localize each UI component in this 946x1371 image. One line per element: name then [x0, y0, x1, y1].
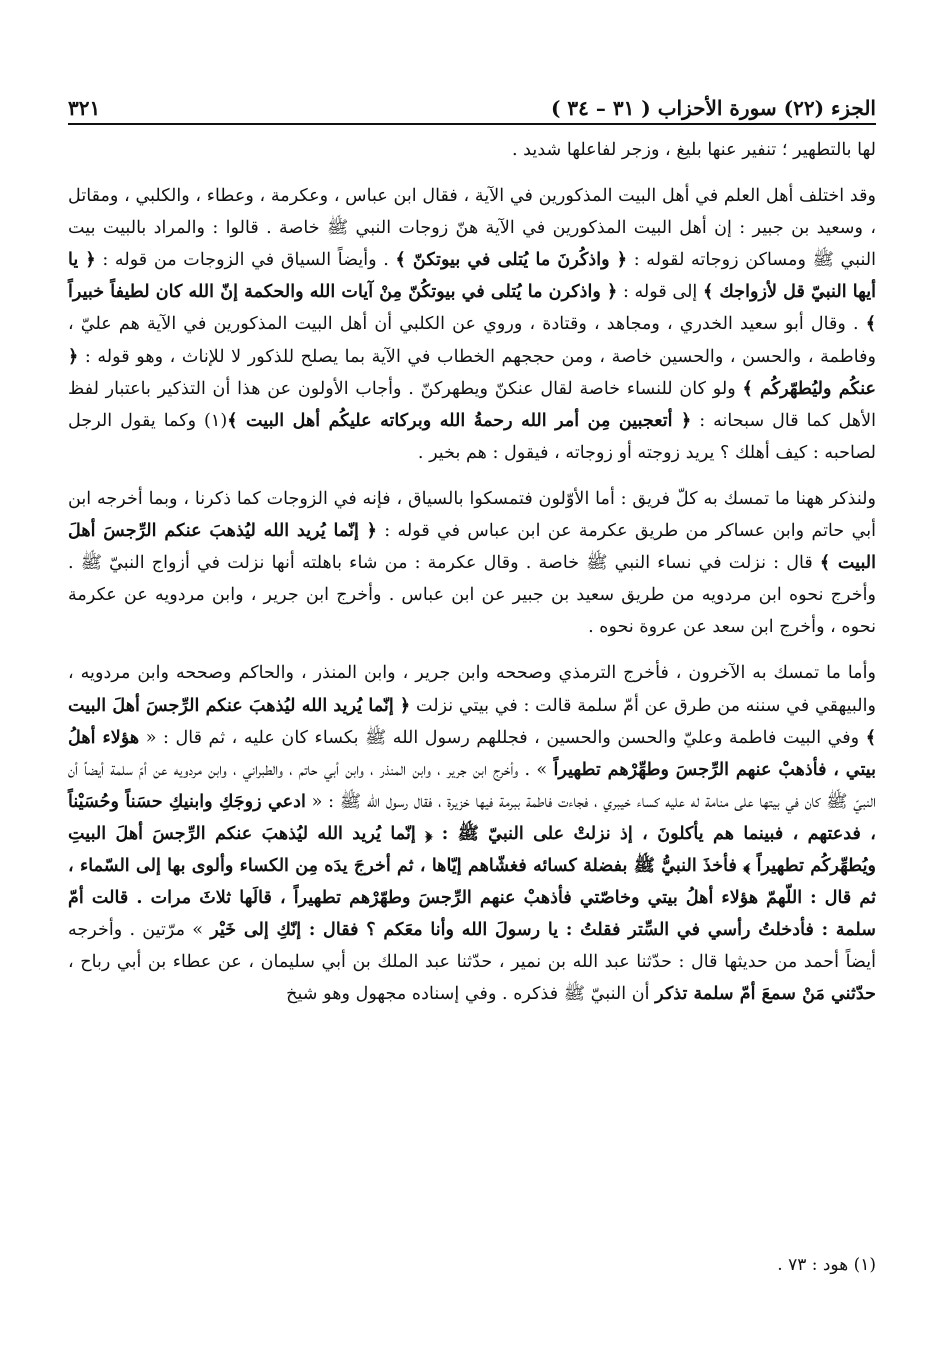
paragraph-3	[68, 483, 876, 643]
quran-quote: ﴿ واذكرن ما يُتلى في بيوتكُنّ مِنْ آيات الله والحكمة إنّ الله كان لطيفاً خبيراً ﴾	[68, 281, 876, 335]
text-run: قال : نزلت في نساء النبي ﷺ خاصة . وقال عكرمة : من شاء باهلته أنها نزلت في أزواج النبيّ ﷺ . وأخرج نحوه ابن مردويه من طريق سعيد بن جبير عن ابن عباس . وأخرج ابن جرير ، وابن مردويه عن عكرمة نحوه ، وأخرج ابن سعد عن عروة نحوه .	[68, 553, 876, 638]
page-number: ٣٢١	[68, 96, 101, 120]
quran-quote: ﴿ واذكُرنَ ما يُتلى في بيوتكنّ ﴾	[395, 249, 628, 271]
text-run: . وقال أبو سعيد الخدري ، ومجاهد ، وقتادة ، وروي عن الكلبي أن أهل البيت المذكورين في الآية هم عليّ ، وفاطمة ، والحسن ، والحسين خاصة ، ومن حججهم الخطاب في الآية بما يصلح للذكور لا للإناث ، وهو قوله :	[68, 314, 876, 367]
paragraph-1: لها بالتطهير ؛ تنفير عنها بليغ ، وزجر لفاعلها شديد .	[512, 140, 876, 160]
quran-quote: ﴿ أتعجبين مِن أمر الله رحمةُ الله وبركاته عليكُم أهل البيت ﴾	[227, 409, 692, 431]
quran-quote: ﴿ إنّما يُريد الله ليُذهبَ عنكم الرِّجسَ أهلَ البيت ﴾	[68, 520, 876, 574]
text-run: ولو كان للنساء خاصة لقال عنكنّ ويطهركنّ . وأجاب الأولون عن هذا أن التذكير باعتبار لفظ الأهل كما قال سبحانه :	[68, 378, 876, 431]
paragraph-4	[68, 657, 876, 1010]
running-title: الجزء (٢٢) سورة الأحزاب ( ٣١ – ٣٤ )	[550, 96, 876, 120]
text-run: أن النبيّ ﷺ فذكره . وفي إسناده مجهول وهو شيخ	[286, 984, 656, 1005]
text-run: وفي البيت فاطمة وعليّ والحسن والحسين ، فجللهم رسول الله ﷺ بكساء كان عليه ، ثم قال : «	[139, 727, 866, 748]
text-run: وقد اختلف أهل العلم في أهل البيت المذكورين في الآية ، فقال ابن عباس ، وعكرمة ، وعطاء ، والكلبي ، ومقاتل ، وسعيد بن جبير : إن أهل البيت المذكورين في الآية هنّ زوجات النبي ﷺ خاصة . قالوا : والمراد بالبيت بيت النبي ﷺ ومساكن زوجاته لقوله :	[68, 186, 877, 271]
quran-quote: ﴿ يا أيها النبيّ قل لأزواجك ﴾	[68, 249, 876, 303]
page-body	[68, 134, 876, 1010]
text-run: » . وأخرج ابن جرير ، وابن المنذر ، وابن أبي حاتم ، والطبراني ، وابن مردويه عن أمّ سلمة أيضاً أن النبيّ ﷺ كان في بيتها على منامة له عليه كساء خيبري ، فجاءت فاطمة ببرمة فيها خزيرة ، فقال رسول الله ﷺ : «	[68, 759, 876, 812]
text-run: » مرّتين . وأخرجه أيضاً أحمد من حديثها قال : حدّثنا عبد الله بن نمير ، حدّثنا عبد الملك بن أبي سليمان ، عن عطاء بن أبي رباح ،	[68, 920, 876, 973]
quran-quote: ﴿ إنّما يُريد الله ليُذهبَ عنكم الرِّجسَ أهلَ البيت ﴾	[68, 694, 876, 748]
hadith-quote: حدّثني مَنْ سمعَ أمّ سلمة تذكر	[655, 983, 876, 1005]
header-rule	[68, 123, 876, 125]
hadith-quote: ادعي زوجَكِ وابنيكِ حسَناً وحُسَيْناً ، فدعتهم ، فبينما هم يأكلونَ ، إذ نزلتْ على النبيّ ﷺ : ﴿ إنّما يُريد الله ليُذهبَ عنكم الرِّجسَ أهلَ البيتِ ويُطهِّركُم تطهيراً ﴾ فأخذَ النبيُّ ﷺ بفضلة كسائه فغشّاهم إيّاها ، ثم أخرجَ يدَه مِن الكساء وألوى بها إلى السّماء ، ثم قال : اللّهمّ هؤلاء أهلُ بيتي وخاصّتي فأذهبْ عنهم الرِّجسَ وطهّرْهم تطهيراً ، قالَها ثلاثَ مرات . قالت أمّ سلمة : فأدخلتُ رأسي في السِّتر فقلتُ : يا رسولَ الله وأنا معَكم ؟ فقال : إنّكِ إلى خَيْر	[68, 790, 876, 941]
text-run: . وأيضاً السياق في الزوجات من قوله :	[95, 250, 396, 271]
text-run: ولنذكر ههنا ما تمسك به كلّ فريق : أما الأوّلون فتمسكوا بالسياق ، فإنه في الزوجات كما ذكرنا ، وبما أخرجه ابن أبي حاتم وابن عساكر من طريق عكرمة عن ابن عباس في قوله :	[68, 488, 877, 542]
text-run: وأما ما تمسك به الآخرون ، فأخرج الترمذي وصححه وابن جرير ، وابن المنذر ، والحاكم وصححه وابن مردويه ، والبيهقي في سننه من طرق عن أمّ سلمة قالت : في بيتي نزلت	[68, 663, 876, 716]
paragraph-2	[68, 180, 876, 469]
text-run: (١) وكما يقول الرجل لصاحبه : كيف أهلك ؟ يريد زوجته أو زوجاته ، فيقول : هم بخير .	[68, 410, 876, 463]
page-header	[68, 84, 876, 120]
hadith-quote: هؤلاء أهلُ بيتي ، فأذهبْ عنهم الرِّجسَ وطهِّرْهم تطهيراً	[68, 726, 876, 780]
text-run: إلى قوله :	[617, 282, 703, 303]
footnote: (١) هود : ٧٣ .	[777, 1255, 876, 1275]
quran-quote: ﴿ عنكُم وليُطهّركُم ﴾	[68, 345, 876, 399]
